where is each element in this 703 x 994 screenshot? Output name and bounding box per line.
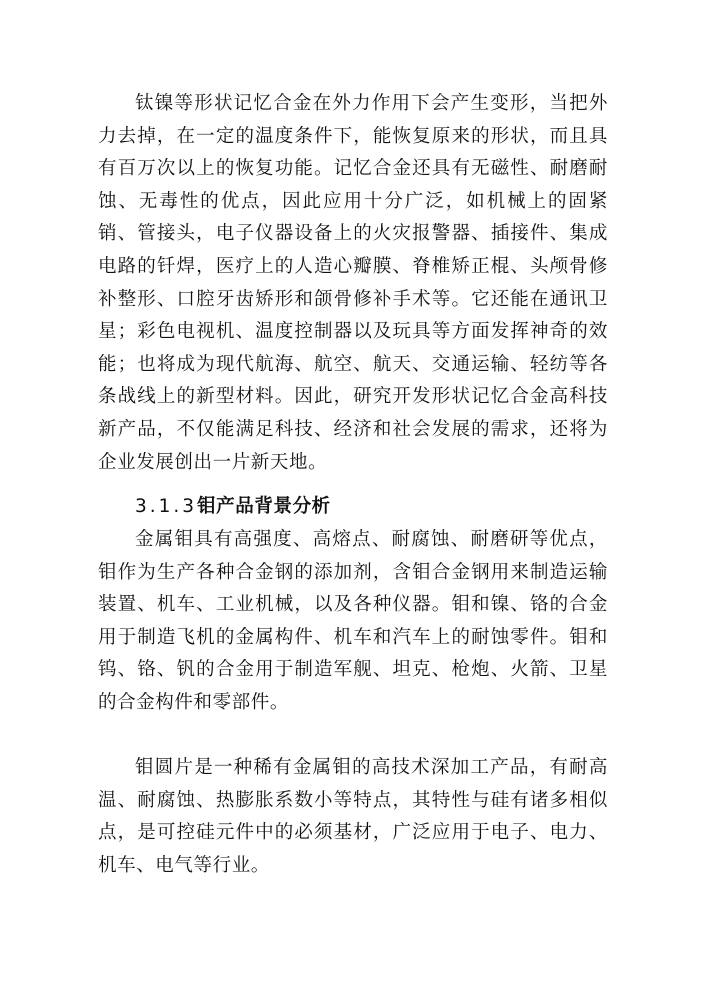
paragraph-molybdenum-metal: 金属钼具有高强度、高熔点、耐腐蚀、耐磨研等优点，钼作为生产各种合金钢的添加剂，含钼合金钢用来制造运输装置、机车、工业机械，以及各种仪器。钼和镍、铬的合金用于制造飞机的金属构件、机车和汽车上的耐蚀零件。钼和钨、铬、钒的合金用于制造军舰、坦克、枪炮、火箭、卫星的合金构件和零部件。	[98, 529, 608, 713]
paragraph-memory-alloy: 钛镍等形状记忆合金在外力作用下会产生变形，当把外力去掉，在一定的温度条件下，能恢复原来的形状，而且具有百万次以上的恢复功能。记忆合金还具有无磁性、耐磨耐蚀、无毒性的优点，因此应用十分广泛，如机械上的固紧销、管接头，电子仪器设备上的火灾报警器、插接件、集成电路的钎焊，医疗上的人造心瓣膜、脊椎矫正棍、头颅骨修补整形、口腔牙齿矫形和颌骨修补手术等。它还能在通讯卫星；彩色电视机、温度控制器以及玩具等方面发挥神奇的效能；也将成为现代航海、航空、航天、交通运输、轻纺等各条战线上的新型材料。因此，研究开发形状记忆合金高科技新产品，不仅能满足科技、经济和社会发展的需求，还将为企业发展创出一片新天地。	[98, 93, 608, 473]
paragraph-molybdenum-disc: 钼圆片是一种稀有金属钼的高技术深加工产品，有耐高温、耐腐蚀、热膨胀系数小等特点，其特性与硅有诸多相似点，是可控硅元件中的必须基材，广泛应用于电子、电力、机车、电气等行业。	[98, 757, 608, 876]
section-number: 3.1.3	[135, 496, 198, 517]
section-title: 钼产品背景分析	[197, 496, 331, 517]
section-heading	[135, 491, 331, 524]
